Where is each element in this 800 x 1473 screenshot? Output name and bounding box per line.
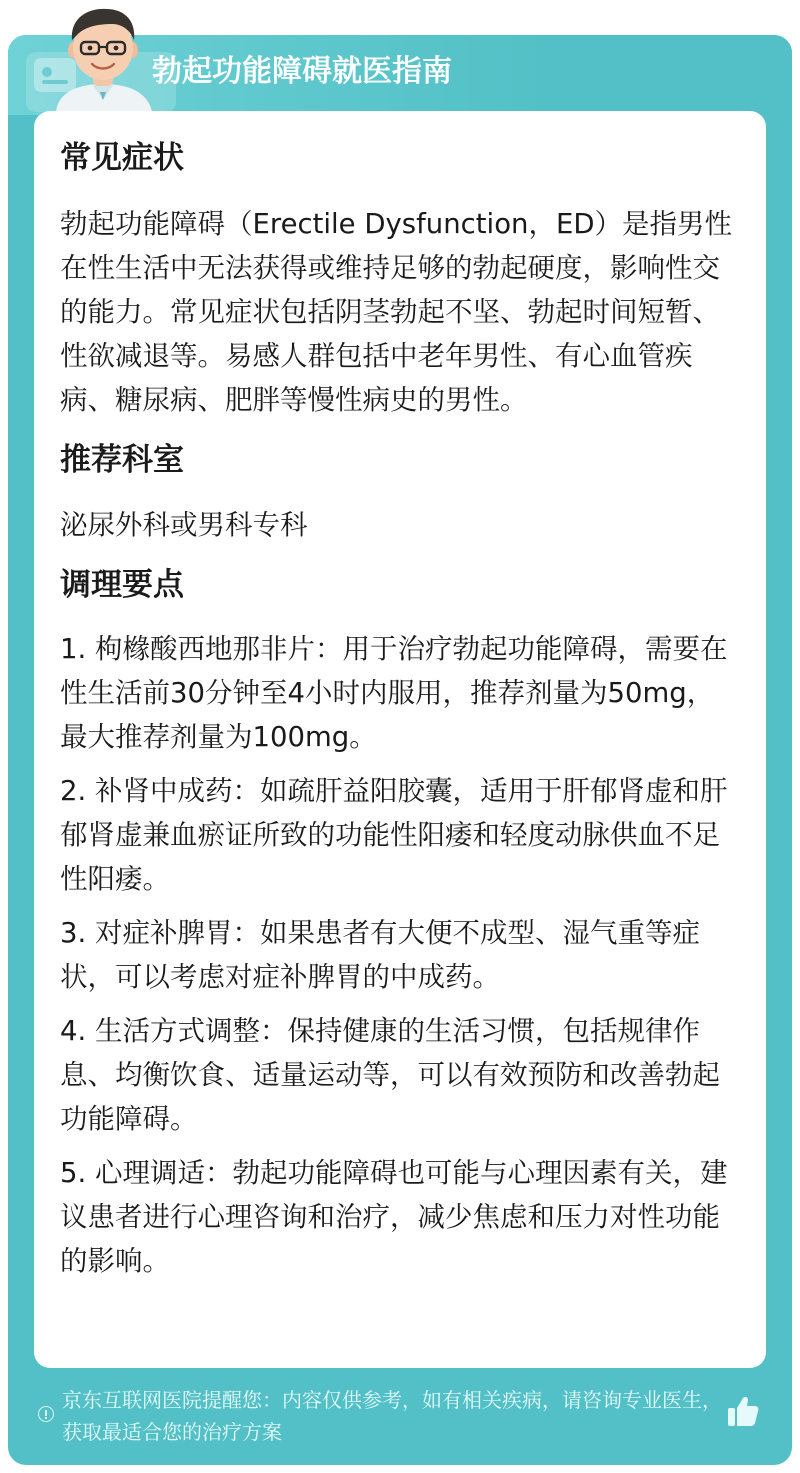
symptoms-heading: 常见症状 (60, 140, 184, 176)
care-item: 5. 心理调适：勃起功能障碍也可能与心理因素有关，建议患者进行心理咨询和治疗，减少焦虑和压力对性功能的影响。 (60, 1157, 728, 1277)
thumbs-up-icon[interactable] (726, 1394, 760, 1428)
care-item: 2. 补肾中成药：如疏肝益阳胶囊，适用于肝郁肾虚和肝郁肾虚兼血瘀证所致的功能性阳痿和轻度动脉供血不足性阳痿。 (60, 775, 728, 895)
department-text: 泌尿外科或男科专科 (60, 509, 308, 541)
care-list (60, 627, 740, 1283)
department-heading: 推荐科室 (60, 442, 184, 478)
care-item: 3. 对症补脾胃：如果患者有大便不成型、湿气重等症状，可以考虑对症补脾胃的中成药。 (60, 917, 700, 993)
info-icon (38, 1406, 54, 1422)
symptoms-text: 勃起功能障碍（Erectile Dysfunction，ED）是指男性在性生活中无法获得或维持足够的勃起硬度，影响性交的能力。常见症状包括阴茎勃起不坚、勃起时间短暂、性欲减退等。易感人群包括中老年男性、有心血管疾病、糖尿病、肥胖等慢性病史的男性。 (60, 208, 733, 416)
care-item: 1. 枸橼酸西地那非片：用于治疗勃起功能障碍，需要在性生活前30分钟至4小时内服用，推荐剂量为50mg，最大推荐剂量为100mg。 (60, 633, 728, 753)
care-heading: 调理要点 (60, 567, 184, 603)
content-body (60, 130, 740, 1293)
disclaimer-text: 京东互联网医院提醒您：内容仅供参考，如有相关疾病，请咨询专业医生，获取最适合您的治疗方案 (62, 1388, 722, 1444)
doctor-avatar-icon (48, 0, 158, 112)
care-item: 4. 生活方式调整：保持健康的生活习惯，包括规律作息、均衡饮食、适量运动等，可以有效预防和改善勃起功能障碍。 (60, 1015, 720, 1135)
page-title: 勃起功能障碍就医指南 (152, 54, 452, 89)
